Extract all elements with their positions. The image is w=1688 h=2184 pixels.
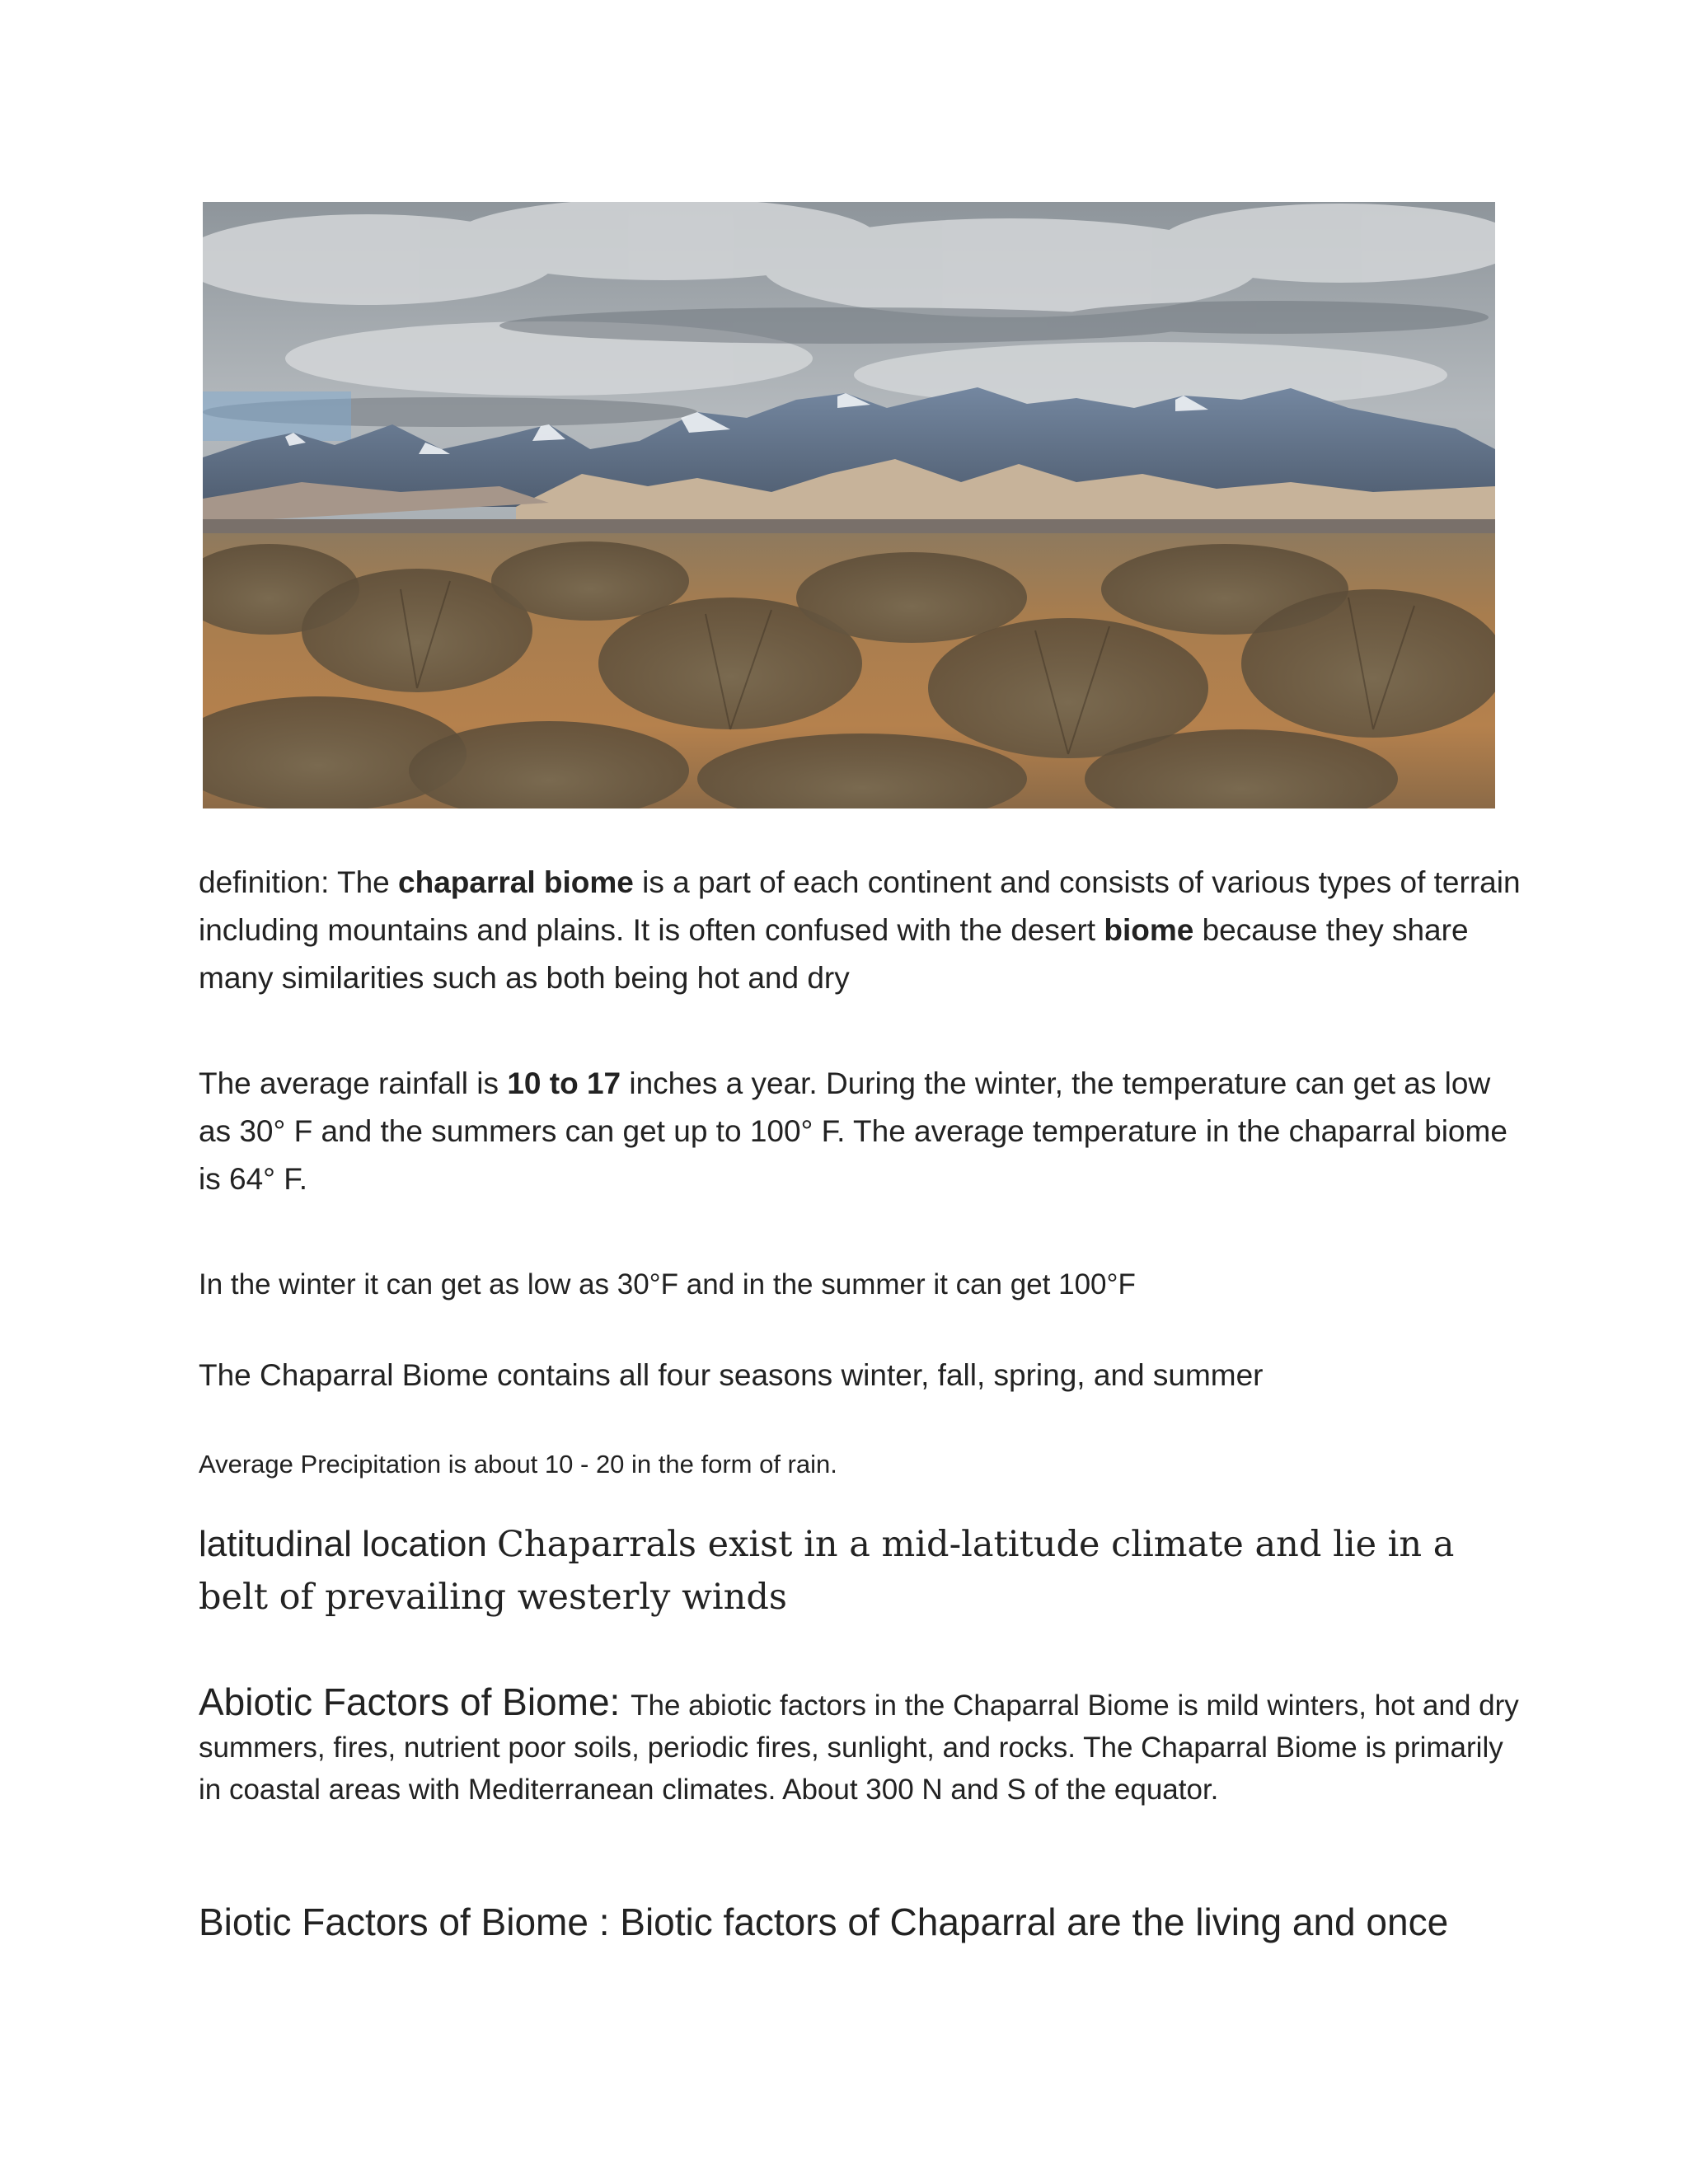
latitude-text: Chaparrals exist in a mid-latitude climate and lie in a belt of prevailing westerly winds xyxy=(199,1524,1455,1618)
latitude-label: latitudinal location xyxy=(199,1524,498,1564)
definition-bold-biome: biome xyxy=(1104,913,1194,947)
rainfall-suffix: inches a year. During the winter, the temperature can get as low as 30° F and the summers can get up to 100° F. The average temperature in the chaparral biome is 64° F. xyxy=(199,1066,1507,1196)
definition-bold-chaparral: chaparral biome xyxy=(398,865,634,899)
rainfall-prefix: The average rainfall is xyxy=(199,1066,508,1100)
seasons-line: The Chaparral Biome contains all four seasons winter, fall, spring, and summer xyxy=(199,1358,1264,1392)
rainfall-bold-range: 10 to 17 xyxy=(507,1066,621,1100)
winter-summer-line: In the winter it can get as low as 30°F and in the summer it can get 100°F xyxy=(199,1268,1136,1301)
definition-middle: is a part of each continent and consists of various types of terrain including mountains and plains. It is often confused with the desert xyxy=(199,865,1521,947)
latitude-paragraph xyxy=(199,1518,1526,1624)
definition-suffix: because they share many similarities such as both being hot and dry xyxy=(199,913,1469,995)
landscape-photo xyxy=(203,202,1495,808)
precipitation-line: Average Precipitation is about 10 - 20 in the form of rain. xyxy=(199,1450,837,1479)
rainfall-paragraph xyxy=(199,1060,1526,1203)
definition-prefix: definition: The xyxy=(199,865,399,899)
abiotic-paragraph xyxy=(199,1681,1526,1811)
definition-paragraph xyxy=(199,859,1526,1002)
abiotic-text: The abiotic factors in the Chaparral Biome is mild winters, hot and dry summers, fires, nutrient poor soils, periodic fires, sunlight, and rocks. The Chaparral Biome is primarily in coastal areas with Mediterranean climates. About 300 N and S of the equator. xyxy=(199,1690,1519,1806)
abiotic-heading: Abiotic Factors of Biome: xyxy=(199,1680,631,1723)
biotic-paragraph: Biotic Factors of Biome : Biotic factors of Chaparral are the living and once xyxy=(199,1900,1449,1943)
landscape-photo-graphic xyxy=(203,202,1495,808)
